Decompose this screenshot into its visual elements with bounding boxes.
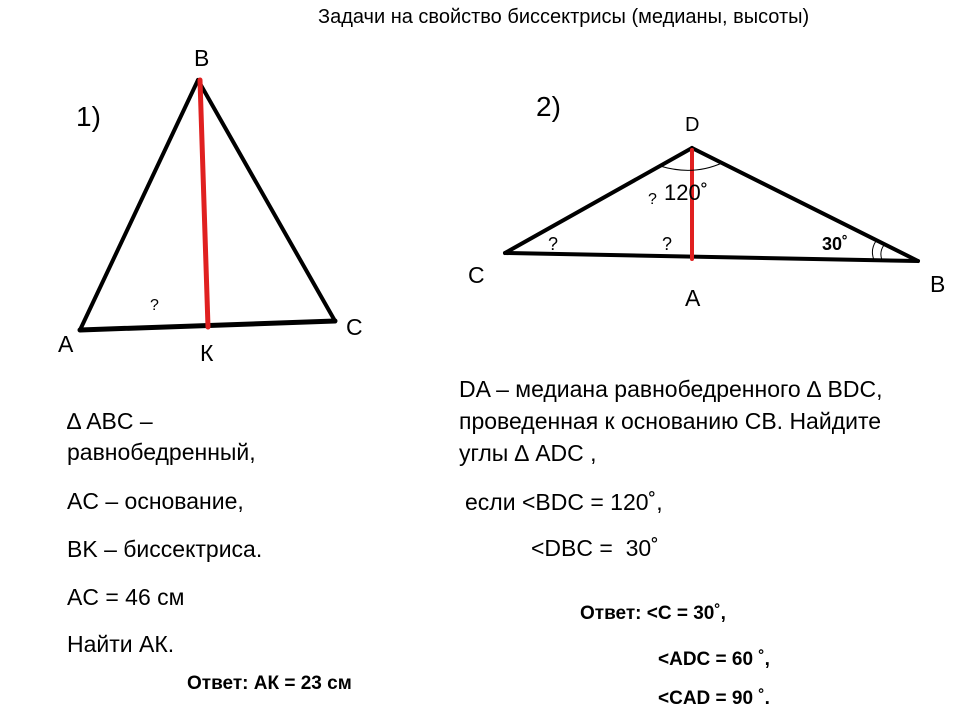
angle-arc-b-inner [881,245,884,260]
problem2-number: 2) [536,91,561,122]
problem1-line-3: AC – основание, [67,488,244,514]
problem1-line-2: равнобедренный, [67,439,256,465]
label-c1: C [346,314,363,340]
problem2-condition-2: <DBC = 30˚ [531,535,659,561]
label-a2: A [685,285,701,311]
question-mark-d: ? [648,191,657,208]
triangle-abc [80,80,335,330]
problem1-line-4: BK – биссектриса. [67,536,263,562]
problem1-line-1: ∆ ABC – [67,408,153,434]
problem1-line-6: Найти АК. [67,631,175,657]
problem1-line-5: AC = 46 см [67,584,185,610]
label-d: D [685,114,700,136]
problem2-line-3: углы ∆ ADC , [459,440,597,466]
triangle-bdc [505,148,918,261]
problem1-number: 1) [76,101,101,132]
label-k: К [200,340,214,366]
angle-d-label: 120˚ [664,180,709,205]
question-mark-1: ? [150,297,159,314]
label-c2: C [468,262,485,288]
question-mark-c: ? [548,234,559,254]
angle-arc-b-outer [872,241,876,260]
side-bc [198,80,335,321]
bisector-bk [200,80,208,327]
page-title: Задачи на свойство биссектрисы (медианы, высоты) [318,6,810,28]
label-a1: A [58,331,74,357]
problem2-answer-2: <ADC = 60 ˚, [658,649,770,670]
angle-b-label: 30˚ [822,234,849,254]
label-b1: B [194,45,210,71]
side-cb [505,253,918,261]
side-db [692,148,918,261]
problem1-answer: Ответ: АК = 23 см [187,673,352,694]
problem2-line-1: DA – медиана равнобедренного ∆ BDC, [459,376,883,402]
problem2-line-2: проведенная к основанию CB. Найдите [459,408,882,434]
label-b2: B [930,271,946,297]
problem2-answer-1: Ответ: <C = 30˚, [580,603,726,624]
question-mark-a: ? [662,234,673,254]
problem2-answer-3: <CAD = 90 ˚. [658,688,770,709]
problem2-condition-1: если <BDC = 120˚, [465,489,663,515]
